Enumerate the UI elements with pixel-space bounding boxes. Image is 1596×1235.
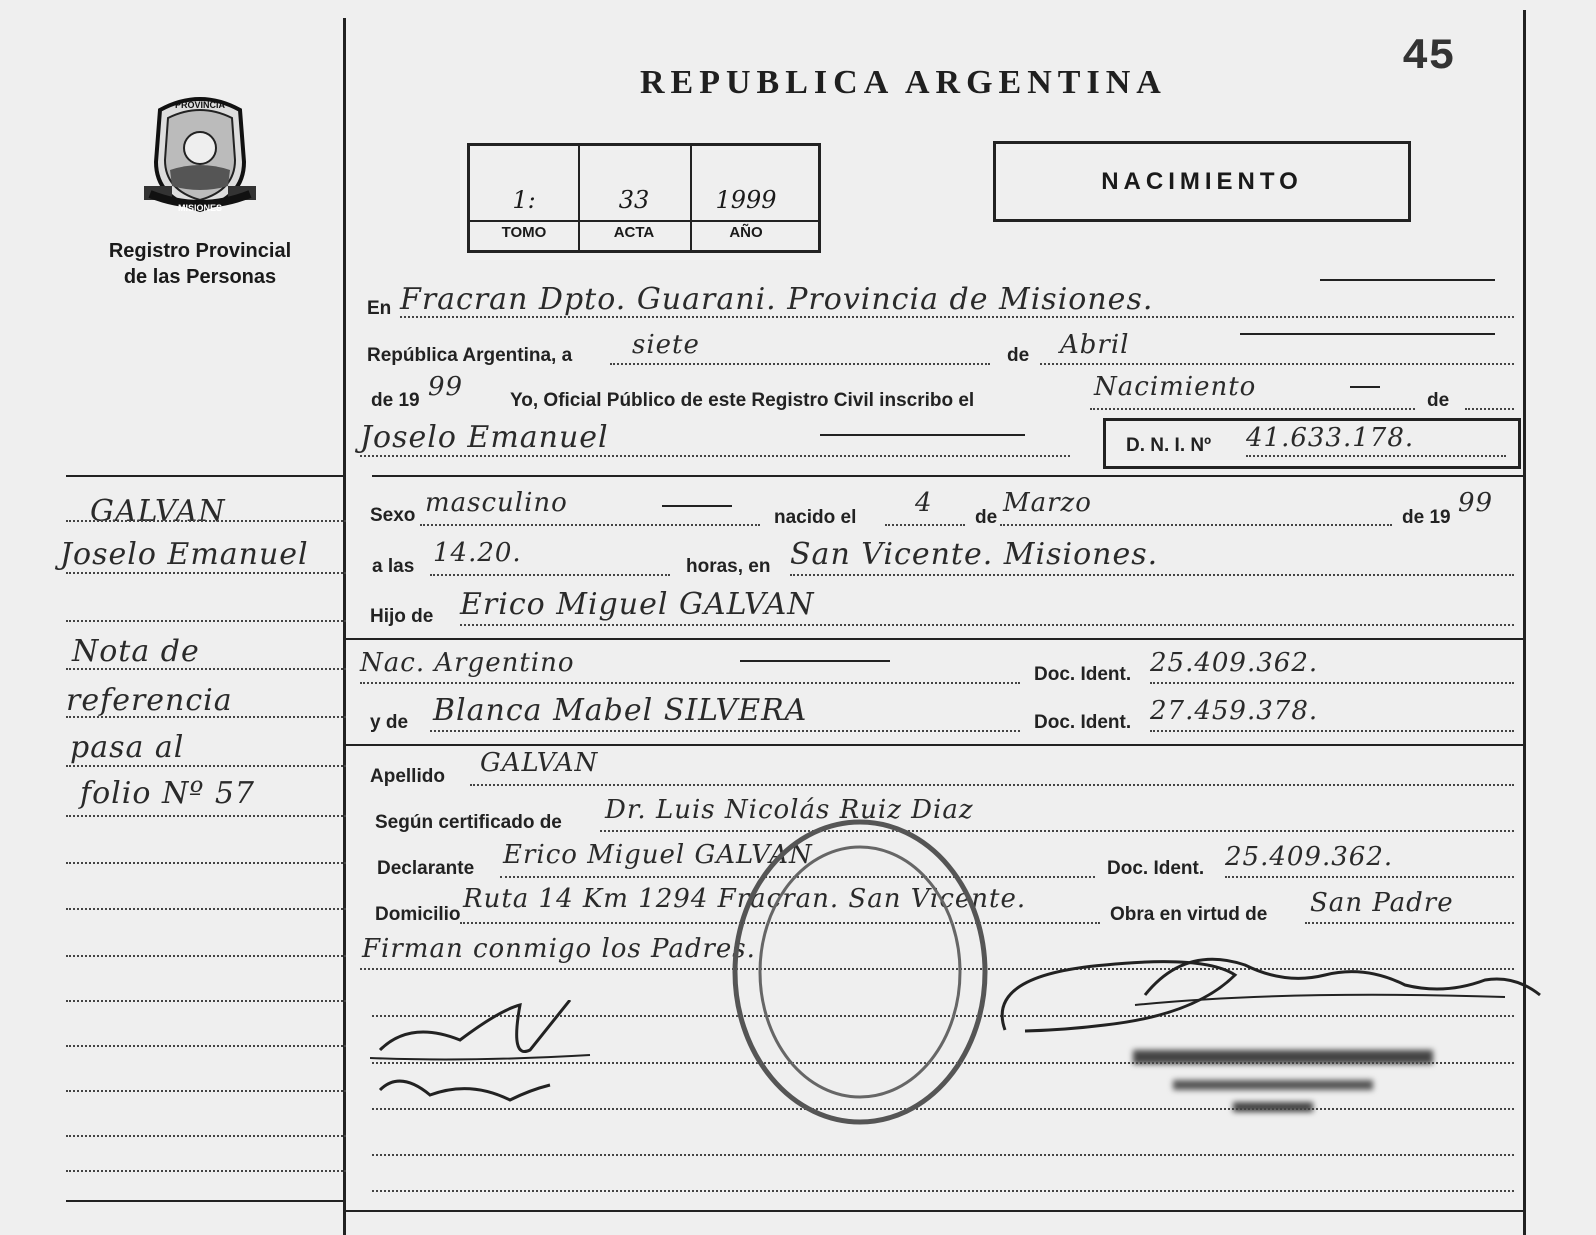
obra-label: Obra en virtud de bbox=[1110, 904, 1268, 925]
republica-label: República Argentina, a bbox=[367, 345, 573, 366]
registry-line1: Registro Provincial bbox=[108, 240, 292, 262]
declarante-value: Erico Miguel GALVAN bbox=[503, 840, 813, 870]
provincial-seal-icon bbox=[140, 90, 260, 215]
declarante-label: Declarante bbox=[377, 858, 475, 879]
margin-note-line5: pasa al bbox=[70, 730, 185, 765]
de-mes-label: de bbox=[975, 507, 998, 528]
official-signature bbox=[985, 935, 1545, 1055]
tomo-value: 1: bbox=[512, 186, 536, 214]
apellido-value: GALVAN bbox=[480, 748, 599, 778]
parent-signatures bbox=[370, 1000, 600, 1120]
dni-box bbox=[1103, 418, 1521, 469]
nombre-value: Joselo Emanuel bbox=[360, 420, 609, 455]
margin-note-line4: referencia bbox=[66, 683, 233, 718]
alas-label: a las bbox=[372, 556, 415, 577]
obra-value: San Padre bbox=[1310, 888, 1454, 918]
domicilio-value: Ruta 14 Km 1294 Fracran. San Vicente. bbox=[463, 884, 1027, 914]
nacido-mes: Marzo bbox=[1003, 488, 1092, 518]
inscribe-value: Nacimiento bbox=[1094, 372, 1257, 402]
firman-value: Firman conmigo los Padres. bbox=[362, 934, 756, 964]
page-number: 45 bbox=[1402, 32, 1455, 82]
de-end-label: de bbox=[1427, 390, 1450, 411]
padre-doc: 25.409.362. bbox=[1150, 648, 1319, 678]
acta-value: 33 bbox=[618, 186, 650, 214]
margin-surname: GALVAN bbox=[90, 494, 226, 529]
yo-text: Yo, Oficial Público de este Registro Civil inscribo el bbox=[510, 390, 975, 411]
page-title: REPUBLICA ARGENTINA bbox=[640, 64, 1167, 101]
de19b-label: de 19 bbox=[1402, 507, 1451, 528]
nacido-dia: 4 bbox=[915, 488, 933, 518]
madre-value: Blanca Mabel SILVERA bbox=[433, 693, 808, 728]
segun-label: Según certificado de bbox=[375, 812, 562, 833]
declarante-doc: 25.409.362. bbox=[1225, 842, 1394, 872]
blurred-official-name bbox=[1133, 1040, 1433, 1120]
mes-value: Abril bbox=[1060, 330, 1130, 360]
de-label: de bbox=[1007, 345, 1030, 366]
apellido-label: Apellido bbox=[370, 766, 445, 787]
sexo-value: masculino bbox=[425, 488, 568, 518]
hora-value: 14.20. bbox=[433, 538, 522, 568]
hijo-label: Hijo de bbox=[370, 606, 434, 627]
madre-doc: 27.459.378. bbox=[1150, 696, 1319, 726]
svg-text:MISIONES: MISIONES bbox=[177, 203, 223, 213]
domicilio-label: Domicilio bbox=[375, 904, 461, 925]
margin-name: Joselo Emanuel bbox=[60, 537, 309, 572]
doc-label-1: Doc. Ident. bbox=[1034, 664, 1132, 685]
ano-label: AÑO bbox=[729, 224, 763, 241]
nacido-label: nacido el bbox=[774, 507, 857, 528]
certificado-value: Dr. Luis Nicolás Ruiz Diaz bbox=[605, 795, 974, 825]
dni-value: 41.633.178. bbox=[1246, 423, 1415, 453]
doc-label-3: Doc. Ident. bbox=[1107, 858, 1205, 879]
doc-type: NACIMIENTO bbox=[1101, 167, 1303, 195]
dia-value: siete bbox=[632, 330, 700, 360]
tomo-label: TOMO bbox=[501, 224, 547, 241]
registry-line2: de las Personas bbox=[123, 266, 277, 288]
margin-note-line6: folio Nº 57 bbox=[80, 776, 256, 811]
doc-type-box bbox=[993, 141, 1411, 222]
registry-name bbox=[70, 238, 330, 290]
svg-text:PROVINCIA: PROVINCIA bbox=[174, 100, 226, 110]
acta-label: ACTA bbox=[613, 224, 655, 241]
de19-label: de 19 bbox=[371, 390, 420, 411]
en-label: En bbox=[367, 298, 392, 319]
ano-value: 1999 bbox=[715, 186, 777, 214]
margin-divider bbox=[343, 18, 346, 1235]
en-value: Fracran Dpto. Guarani. Provincia de Misiones. bbox=[400, 282, 1154, 317]
padre-value: Erico Miguel GALVAN bbox=[460, 587, 815, 622]
doc-label-2: Doc. Ident. bbox=[1034, 712, 1132, 733]
anio-value: 99 bbox=[428, 372, 464, 402]
lugar-value: San Vicente. Misiones. bbox=[790, 537, 1159, 572]
horas-label: horas, en bbox=[686, 556, 771, 577]
dni-label: D. N. I. Nº bbox=[1126, 435, 1212, 456]
sexo-label: Sexo bbox=[370, 505, 416, 526]
record-box bbox=[467, 143, 821, 253]
padre-nac: Nac. Argentino bbox=[360, 648, 575, 678]
yde-label: y de bbox=[370, 712, 409, 733]
official-stamp bbox=[725, 812, 995, 1132]
margin-note-line3: Nota de bbox=[72, 634, 200, 669]
nacido-anio: 99 bbox=[1458, 488, 1494, 518]
